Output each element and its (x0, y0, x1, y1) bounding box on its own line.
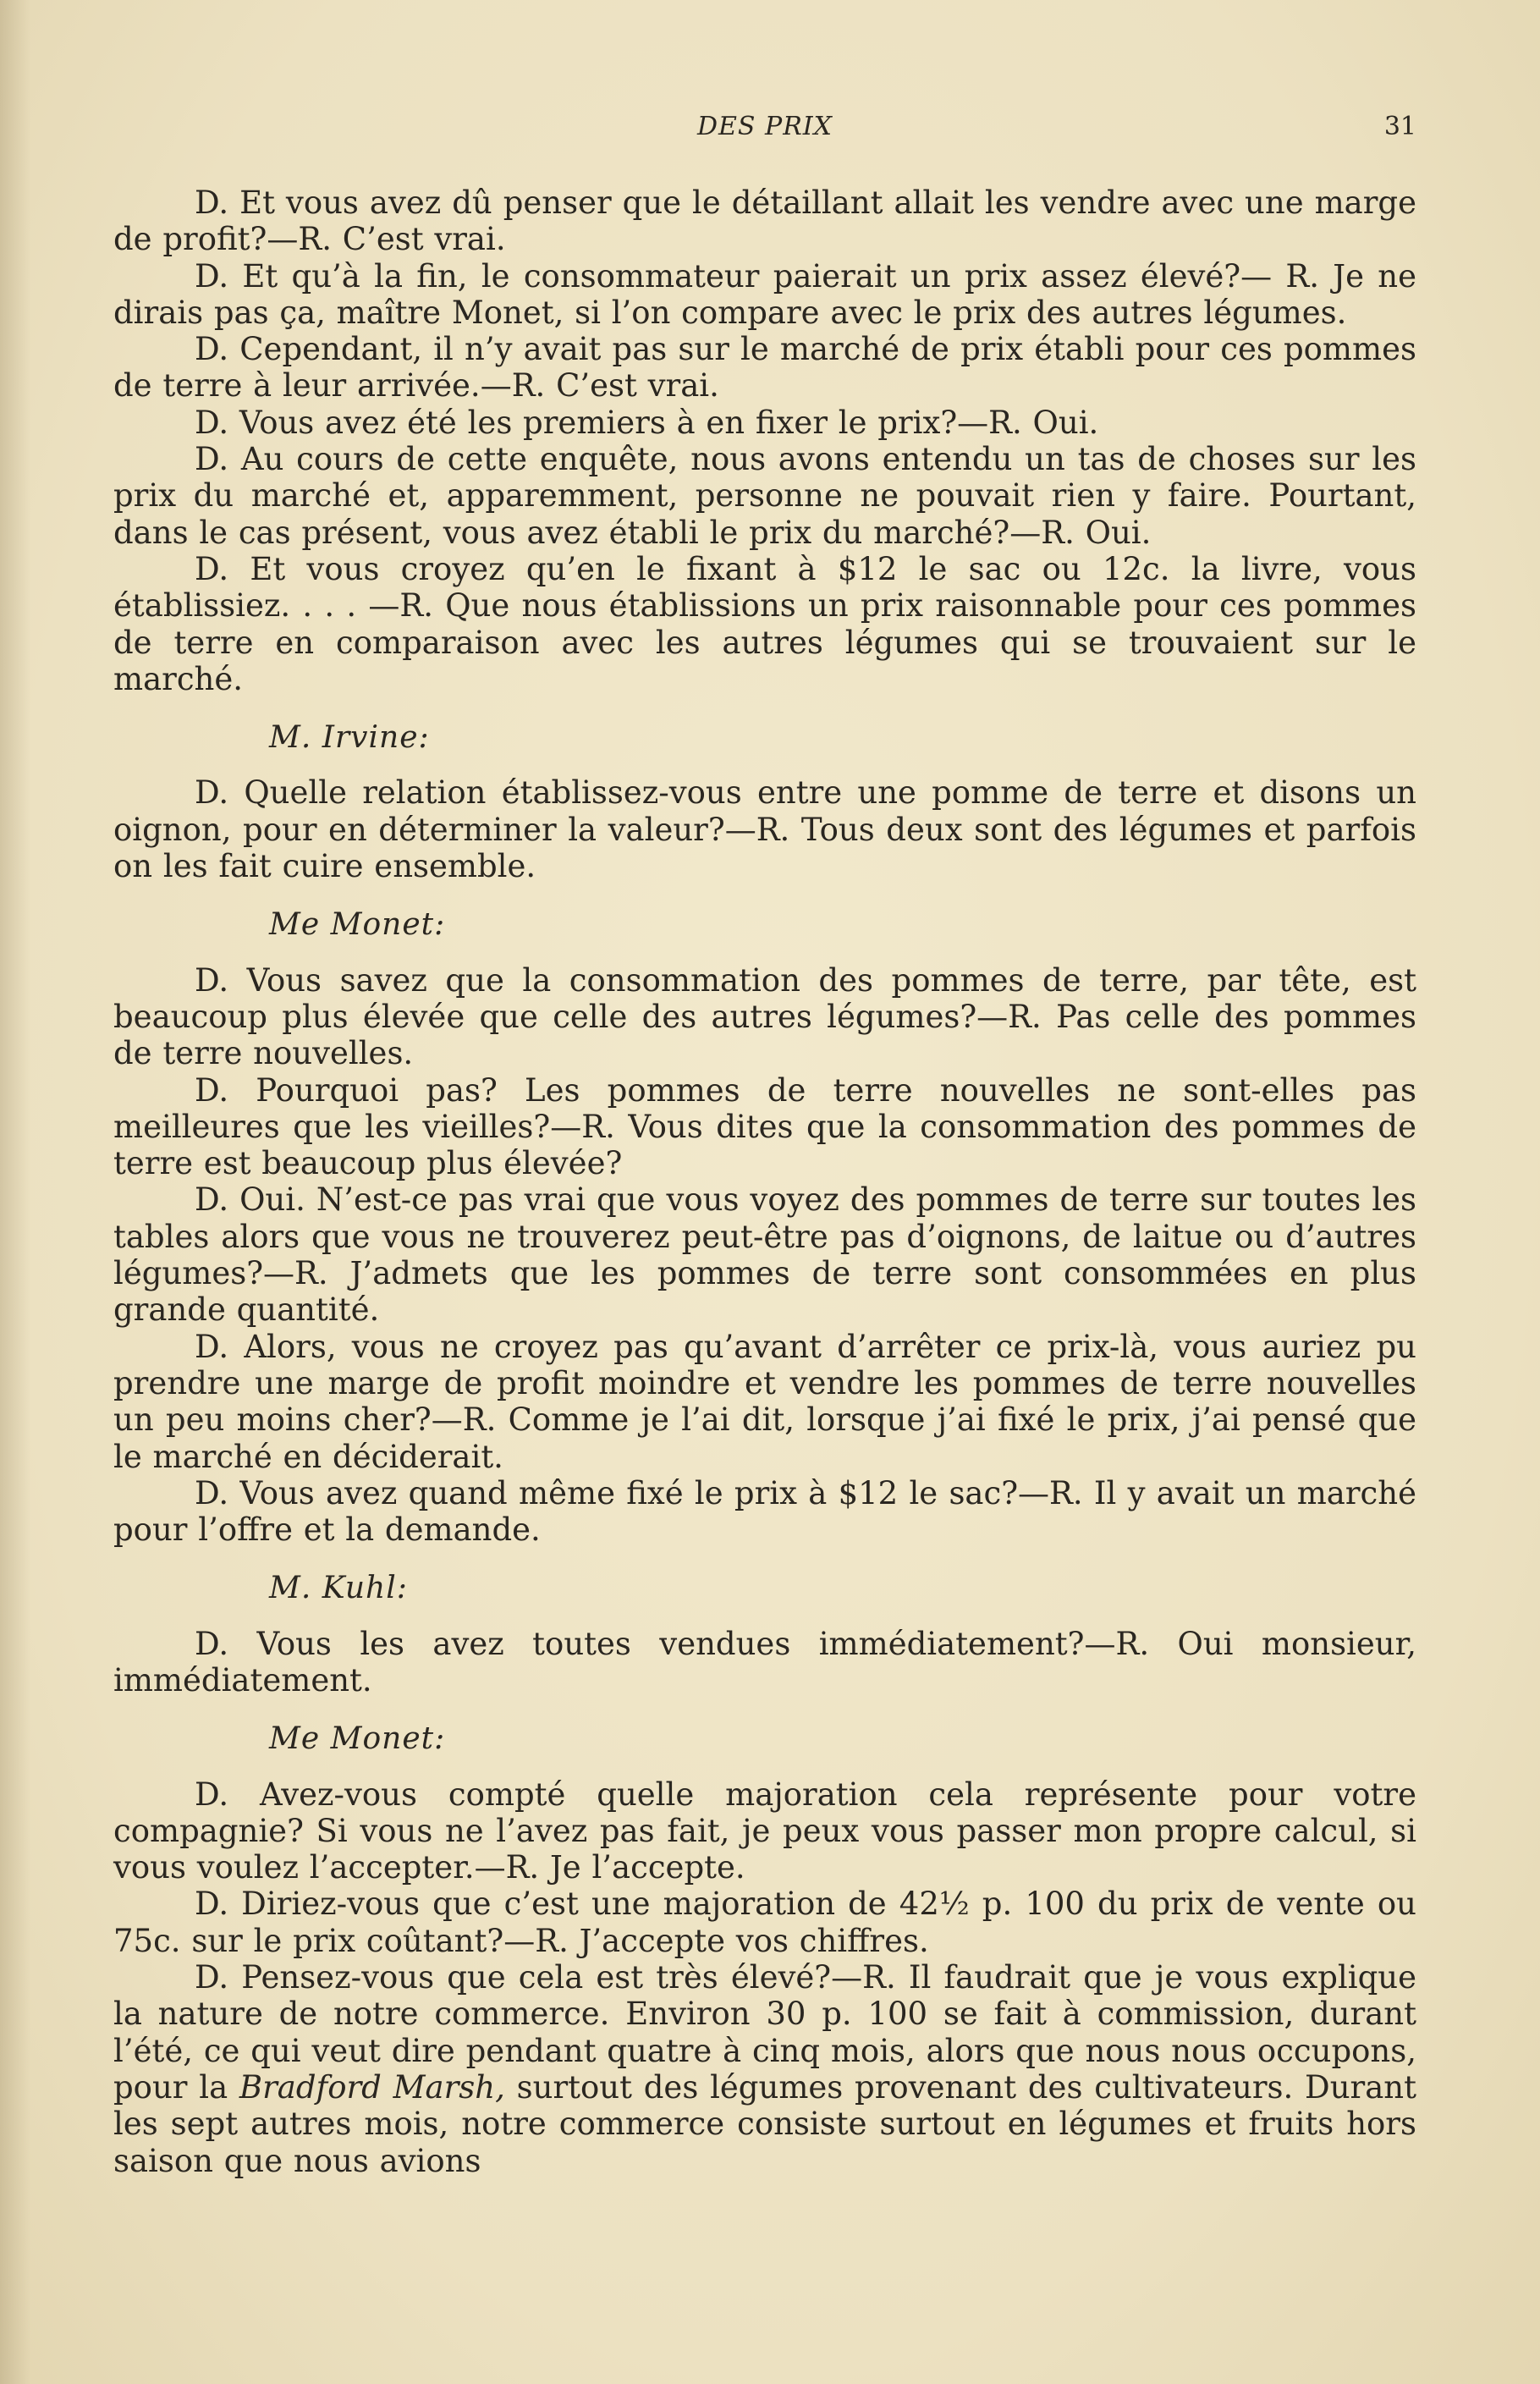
paragraph-text: D. Et vous croyez qu’en le fixant à $12 le sac ou 12c. la livre, vous établissiez. . . . —R. Que nous établissions un prix raisonnable pour ces pommes de terre en comparaison avec les autres légumes qui se trouvaient sur le marché. (113, 550, 1416, 697)
question-answer-paragraph (113, 1959, 1416, 2179)
running-title: DES PRIX (696, 112, 833, 141)
paragraph-text: D. Au cours de cette enquête, nous avons entendu un tas de choses sur les prix du marché et, apparemment, personne ne pouvait rien y faire. Pourtant, dans le cas présent, vous avez établi le prix du marché?—R. Oui. (113, 441, 1416, 551)
paragraph-text: D. Diriez-vous que c’est une majoration de 42½ p. 100 du prix de vente ou 75c. sur le prix coûtant?—R. J’accepte vos chiffres. (113, 1886, 1416, 1959)
paragraph-text: D. Quelle relation établissez-vous entre une pomme de terre et disons un oignon, pour en déterminer la valeur?—R. Tous deux sont des légumes et parfois on les fait cuire ensemble. (113, 774, 1416, 885)
italic-text: Bradford Marsh, (239, 2068, 505, 2106)
question-answer-paragraph (113, 774, 1416, 884)
question-answer-paragraph (113, 1181, 1416, 1328)
question-answer-paragraph (113, 1475, 1416, 1549)
speaker-label: M. Kuhl: (269, 1571, 408, 1606)
running-head (113, 112, 1416, 154)
question-answer-paragraph (113, 1886, 1416, 1959)
question-answer-paragraph (113, 405, 1416, 441)
body-text (113, 184, 1416, 2179)
speaker-label: Me Monet: (269, 907, 446, 943)
paragraph-text: D. Cependant, il n’y avait pas sur le marché de prix établi pour ces pommes de terre à leur arrivée.—R. C’est vrai. (113, 331, 1416, 405)
paragraph-text: D. Vous avez quand même fixé le prix à $12 le sac?—R. Il y avait un marché pour l’offre et la demande. (113, 1474, 1416, 1549)
question-answer-paragraph (113, 1776, 1416, 1886)
question-answer-paragraph (113, 962, 1416, 1072)
question-answer-paragraph (113, 258, 1416, 332)
paragraph-text: D. Avez-vous compté quelle majoration cela représente pour votre compagnie? Si vous ne l’avez pas fait, je peux vous passer mon propre calcul, si vous voulez l’accepter.—R. Je l’accepte. (113, 1776, 1416, 1886)
question-answer-paragraph (113, 1329, 1416, 1475)
question-answer-paragraph (113, 331, 1416, 405)
paragraph-text: D. Oui. N’est-ce pas vrai que vous voyez des pommes de terre sur toutes les tables alors que vous ne trouverez peut-être pas d’oignons, de laitue ou d’autres légumes?—R. J’admets que les pommes de terre sont consommées en plus grande quantité. (113, 1181, 1416, 1329)
question-answer-paragraph (113, 551, 1416, 697)
question-answer-paragraph (113, 1072, 1416, 1182)
paragraph-text: D. Vous savez que la consommation des pommes de terre, par tête, est beaucoup plus élevée que celle des autres légumes?—R. Pas celle des pommes de terre nouvelles. (113, 961, 1416, 1072)
question-answer-paragraph (113, 1626, 1416, 1699)
paragraph-text: D. Pensez-vous que cela est très élevé?—R. Il faudrait que je vous explique la nature de notre commerce. Environ 30 p. 100 se fait à commission, durant l’été, ce qui veut dire pendant quatre à cinq mois, alors que nous nous occupons, pour la (113, 1959, 1416, 2106)
speaker-label: Me Monet: (269, 1721, 446, 1757)
page-number: 31 (1383, 112, 1416, 141)
paragraph-text: D. Et qu’à la fin, le consommateur paierait un prix assez élevé?— R. Je ne dirais pas ça, maître Monet, si l’on compare avec le prix des autres légumes. (113, 257, 1416, 331)
paragraph-text: D. Alors, vous ne croyez pas qu’avant d’arrêter ce prix-là, vous auriez pu prendre une marge de profit moindre et vendre les pommes de terre nouvelles un peu moins cher?—R. Comme je l’ai dit, lorsque j’ai fixé le prix, j’ai pensé que le marché en déciderait. (113, 1328, 1416, 1475)
paragraph-text: surtout des légumes provenant des cultivateurs. Durant les sept autres mois, notre commerce consiste surtout en légumes et fruits hors saison que nous avions (113, 2068, 1416, 2179)
question-answer-paragraph (113, 184, 1416, 258)
paragraph-text: D. Et vous avez dû penser que le détaillant allait les vendre avec une marge de profit?—R. C’est vrai. (113, 184, 1416, 258)
speaker-label: M. Irvine: (269, 720, 430, 756)
spine-shadow (0, 0, 30, 2384)
question-answer-paragraph (113, 441, 1416, 551)
paragraph-text: D. Vous les avez toutes vendues immédiatement?—R. Oui monsieur, immédiatement. (113, 1625, 1416, 1699)
paragraph-text: D. Pourquoi pas? Les pommes de terre nouvelles ne sont-elles pas meilleures que les vieilles?—R. Vous dites que la consommation des pommes de terre est beaucoup plus élevée? (113, 1071, 1416, 1182)
paragraph-text: D. Vous avez été les premiers à en fixer le prix?—R. Oui. (195, 404, 1099, 441)
